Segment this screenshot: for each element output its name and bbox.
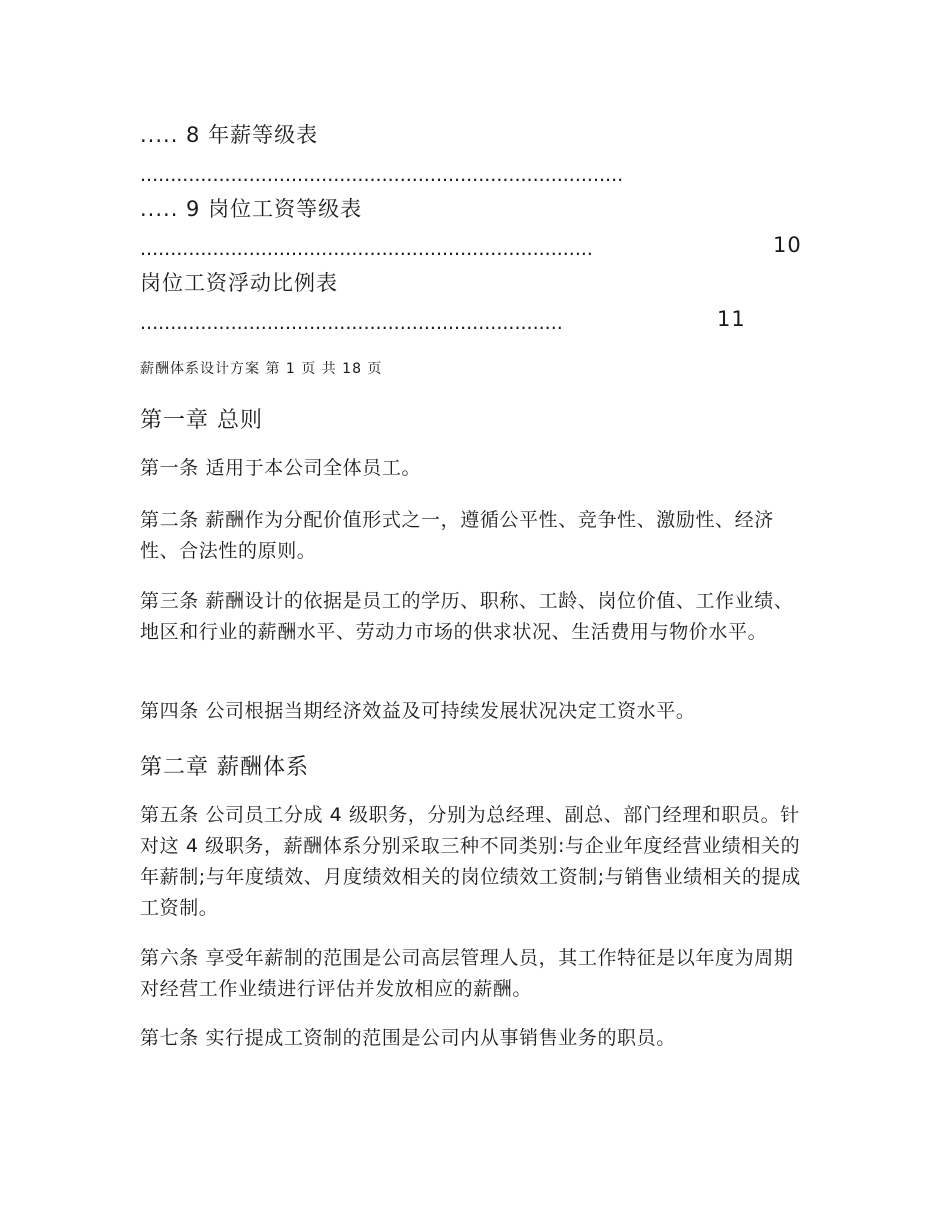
page-footer: 薪酬体系设计方案 第 1 页 共 18 页	[140, 361, 383, 377]
toc-leader-dots: ...........................................................................	[140, 240, 593, 259]
article-2: 第二条 薪酬作为分配价值形式之一，遵循公平性、竞争性、激励性、经济性、合法性的原则。	[140, 509, 774, 562]
article-5: 第五条 公司员工分成 4 级职务，分别为总经理、副总、部门经理和职员。针对这 4 级职务，薪酬体系分别采取三种不同类别:与企业年度经营业绩相关的年薪制;与年度绩效、月度绩效相关的岗位绩效工资制;与销售业绩相关的提成工资制。	[140, 804, 801, 919]
toc-leader-dots: ......................................................................	[140, 314, 563, 333]
article-7: 第七条 实行提成工资制的范围是公司内从事销售业务的职员。	[140, 1027, 676, 1049]
chapter-title: 第一章 总则	[140, 408, 263, 433]
article-4: 第四条 公司根据当期经济效益及可持续发展状况决定工资水平。	[140, 700, 696, 722]
toc-page-number: 10	[773, 233, 802, 257]
toc-entry-annual-salary: ..... 8 年薪等级表	[140, 123, 319, 147]
toc-page-number: 11	[717, 307, 746, 331]
article-1: 第一条 适用于本公司全体员工。	[140, 457, 422, 479]
toc-leader-dots: ................................................................................	[140, 166, 624, 185]
toc-entry-position-salary: ..... 9 岗位工资等级表	[140, 197, 363, 221]
article-3: 第三条 薪酬设计的依据是员工的学历、职称、工龄、岗位价值、工作业绩、地区和行业的薪酬水平、劳动力市场的供求状况、生活费用与物价水平。	[140, 590, 794, 643]
chapter-title: 第二章 薪酬体系	[140, 755, 309, 780]
article-6: 第六条 享受年薪制的范围是公司高层管理人员，其工作特征是以年度为周期对经营工作业绩进行评估并发放相应的薪酬。	[140, 947, 794, 1000]
toc-entry-floating-ratio: 岗位工资浮动比例表	[140, 271, 338, 295]
